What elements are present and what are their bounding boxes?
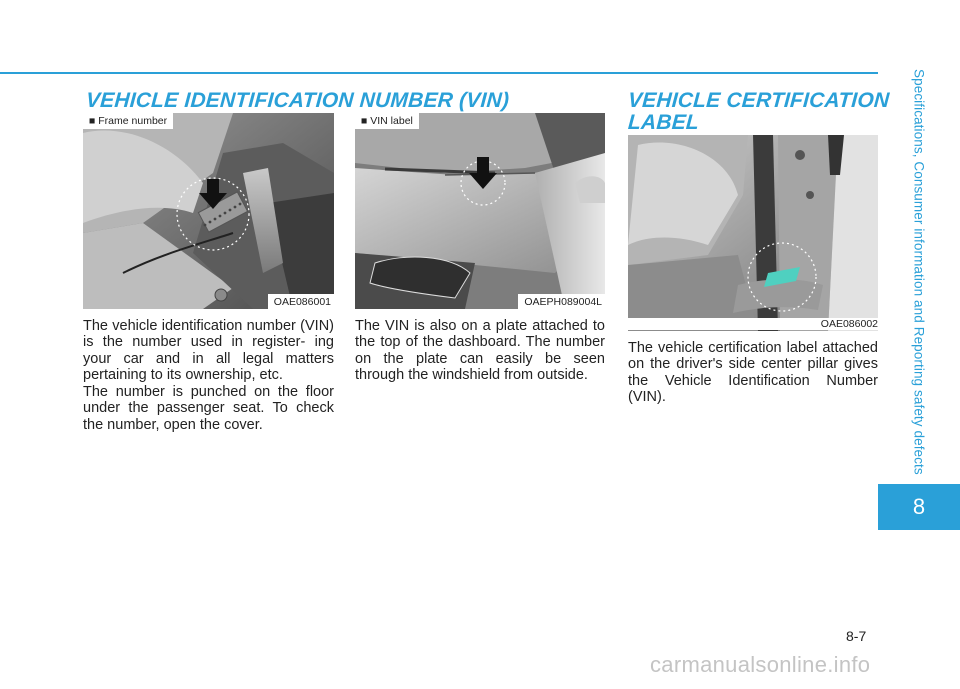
- frame-number-illustration: [83, 113, 334, 309]
- watermark: carmanualsonline.info: [650, 652, 871, 677]
- vin-label-figure: [355, 113, 605, 309]
- vin-label-caption: ■ VIN label: [355, 113, 419, 129]
- vin-label-figure-code: OAEPH089004L: [518, 294, 605, 309]
- vin-paragraph-3: The VIN is also on a plate attached to the top of the dashboard. The number on the plate can easily be seen through the windshield from outside.: [355, 318, 605, 383]
- cert-paragraph: The vehicle certification label attached on the driver's side center pillar gives the Vehicle Identification Number (VIN).: [628, 340, 878, 405]
- vin-paragraph-2: The number is punched on the floor under the passenger seat. To check the number, open the cover.: [83, 384, 334, 433]
- frame-number-figure-code: OAE086001: [268, 294, 334, 309]
- vin-paragraph-1: The vehicle identification number (VIN) is the number used in register- ing your car and in all legal matters pertaining to its ownership, etc.: [83, 318, 334, 383]
- chapter-tab[interactable]: 8: [878, 484, 960, 530]
- vin-label-illustration: [355, 113, 605, 309]
- certification-label-figure-code: OAE086002: [628, 318, 878, 330]
- frame-number-caption: ■ Frame number: [83, 113, 173, 129]
- vin-heading: VEHICLE IDENTIFICATION NUMBER (VIN): [85, 89, 510, 112]
- cert-heading-line1: VEHICLE CERTIFICATION: [627, 89, 891, 112]
- side-chapter-title: Specifications, Consumer information and Reporting safety defects: [911, 69, 927, 475]
- certification-label-illustration: [628, 135, 878, 331]
- certification-label-figure: [628, 135, 878, 331]
- page-number: 8-7: [846, 628, 867, 644]
- frame-number-figure: [83, 113, 334, 309]
- cert-heading-line2: LABEL: [627, 111, 700, 134]
- top-rule: [0, 72, 878, 74]
